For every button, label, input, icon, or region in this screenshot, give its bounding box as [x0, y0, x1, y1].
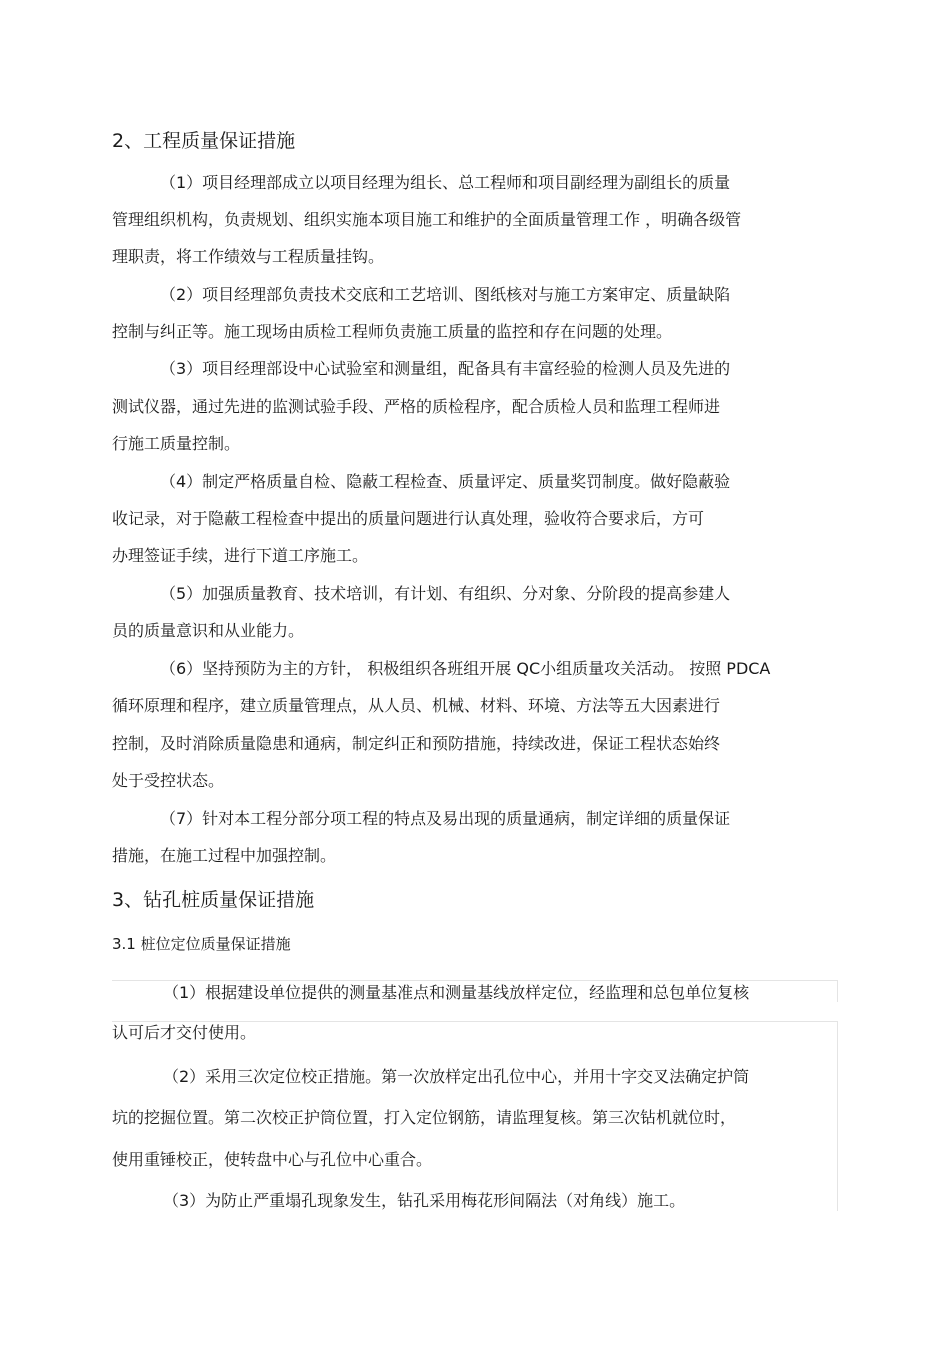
table-rule-right-2 [837, 1021, 838, 1211]
s2-p1-line2: 管理组织机构，负责规划、组织实施本项目施工和维护的全面质量管理工作 ，明确各级管 [112, 210, 742, 229]
s31-p1-line1: （1）根据建设单位提供的测量基准点和测量基线放样定位，经监理和总包单位复核 [163, 983, 750, 1002]
heading-section-2: 2、工程质量保证措施 [112, 130, 296, 152]
s2-p2-line2: 控制与纠正等。施工现场由质检工程师负责施工质量的监控和存在问题的处理。 [112, 322, 673, 341]
s2-p3-line3: 行施工质量控制。 [112, 434, 241, 453]
s31-p1-line2: 认可后才交付使用。 [112, 1023, 257, 1042]
s2-p3-line2: 测试仪器，通过先进的监测试验手段、严格的质检程序，配合质检人员和监理工程师进 [112, 397, 721, 416]
s2-p6-line4: 处于受控状态。 [112, 771, 225, 790]
s2-p1-line1: （1）项目经理部成立以项目经理为组长、总工程师和项目副经理为副组长的质量 [160, 173, 731, 192]
s2-p4-line3: 办理签证手续，进行下道工序施工。 [112, 546, 369, 565]
s2-p7-line2: 措施，在施工过程中加强控制。 [112, 846, 337, 865]
s2-p6-line2: 循环原理和程序，建立质量管理点，从人员、机械、材料、环境、方法等五大因素进行 [112, 696, 721, 715]
s2-p3-line1: （3）项目经理部设中心试验室和测量组，配备具有丰富经验的检测人员及先进的 [160, 359, 731, 378]
table-rule-top [112, 980, 837, 981]
s2-p6-line1: （6）坚持预防为主的方针， 积极组织各班组开展 QC小组质量攻关活动。 按照 PDCA [160, 659, 771, 678]
table-rule-right-1 [837, 980, 838, 1002]
heading-section-3-1: 3.1 桩位定位质量保证措施 [112, 935, 291, 953]
s2-p4-line2: 收记录，对于隐蔽工程检查中提出的质量问题进行认真处理，验收符合要求后，方可 [112, 509, 705, 528]
s2-p1-line3: 理职责，将工作绩效与工程质量挂钩。 [112, 247, 385, 266]
s31-p2-line1: （2）采用三次定位校正措施。第一次放样定出孔位中心，并用十字交叉法确定护筒 [163, 1067, 750, 1086]
s2-p7-line1: （7）针对本工程分部分项工程的特点及易出现的质量通病，制定详细的质量保证 [160, 809, 731, 828]
s2-p6-line3: 控制，及时消除质量隐患和通病，制定纠正和预防措施，持续改进，保证工程状态始终 [112, 734, 721, 753]
s2-p4-line1: （4）制定严格质量自检、隐蔽工程检查、质量评定、质量奖罚制度。做好隐蔽验 [160, 472, 731, 491]
s2-p5-line1: （5）加强质量教育、技术培训，有计划、有组织、分对象、分阶段的提高参建人 [160, 584, 731, 603]
s2-p2-line1: （2）项目经理部负责技术交底和工艺培训、图纸核对与施工方案审定、质量缺陷 [160, 285, 731, 304]
s31-p2-line2: 坑的挖掘位置。第二次校正护筒位置，打入定位钢筋，请监理复核。第三次钻机就位时， [112, 1108, 737, 1127]
heading-section-3: 3、钻孔桩质量保证措施 [112, 889, 315, 911]
s2-p5-line2: 员的质量意识和从业能力。 [112, 621, 305, 640]
s31-p2-line3: 使用重锤校正，使转盘中心与孔位中心重合。 [112, 1150, 433, 1169]
s31-p3-line1: （3）为防止严重塌孔现象发生，钻孔采用梅花形间隔法（对角线）施工。 [163, 1191, 686, 1210]
